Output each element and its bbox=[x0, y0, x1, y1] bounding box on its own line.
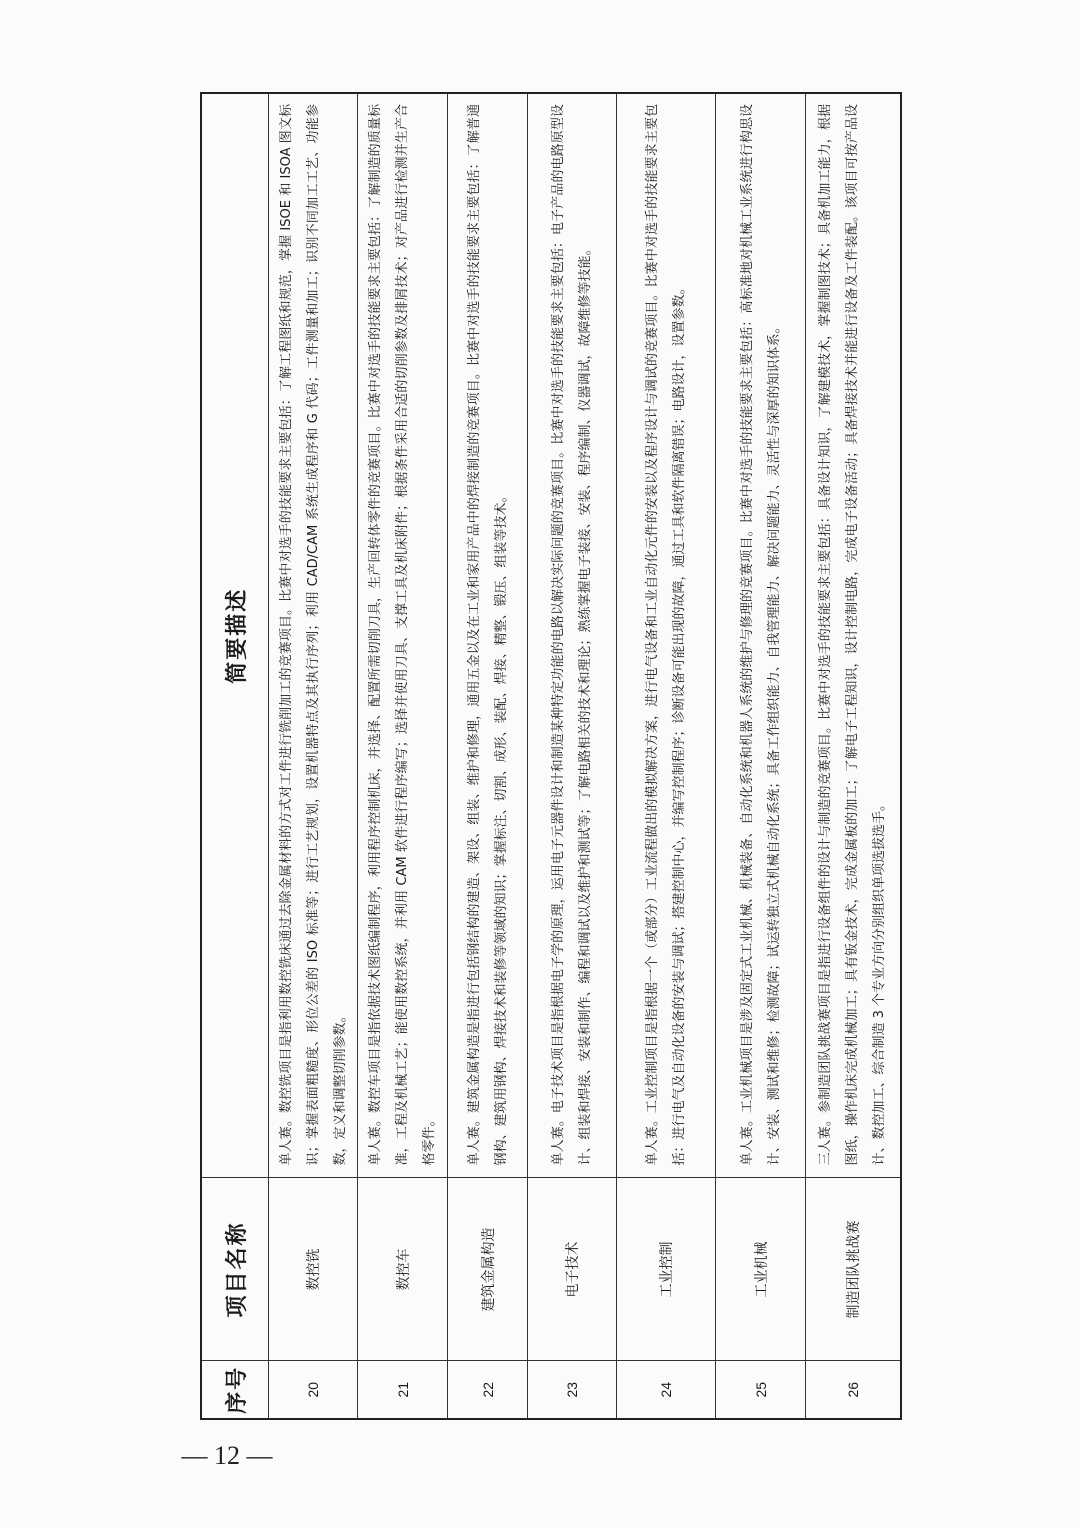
row-name: 数控车 bbox=[358, 1178, 448, 1361]
table-row bbox=[358, 93, 448, 1419]
rotated-table-frame bbox=[200, 94, 898, 1420]
row-name: 工业控制 bbox=[617, 1178, 716, 1361]
row-name: 工业机械 bbox=[716, 1178, 806, 1361]
row-name: 建筑金属构造 bbox=[448, 1178, 528, 1361]
table-row bbox=[617, 93, 716, 1419]
row-desc: 单人赛。工业机械项目是涉及固定式工业机械、机械装备、自动化系统和机器人系统的维护与修理的竞赛项目。比赛中对选手的技能要求主要包括：高标准地对机械工业系统进行构思设计、安装、测试和维修；检测故障；试运转独立式机械自动化系统；具备工作组织能力、自我管理能力、解决问题能力、灵活性与深厚的知识体系。 bbox=[716, 93, 806, 1178]
row-seq: 26 bbox=[806, 1361, 901, 1419]
row-seq: 25 bbox=[716, 1361, 806, 1419]
table-row bbox=[806, 93, 901, 1419]
page-number: — 12 — bbox=[181, 1441, 273, 1470]
row-seq: 24 bbox=[617, 1361, 716, 1419]
row-seq: 21 bbox=[358, 1361, 448, 1419]
header-desc: 简要描述 bbox=[201, 93, 269, 1178]
row-seq: 20 bbox=[269, 1361, 358, 1419]
row-desc: 单人赛。数控铣项目是指利用数控铣床通过去除金属材料的方式对工件进行铣削加工的竞赛项目。比赛中对选手的技能要求主要包括：了解工程图纸和规范，掌握 ISOE 和 ISOA 图文标识；掌握表面粗糙度、形位公差的 ISO 标准等；进行工艺规划，设置机器特点及其执行序列；利用 CAD/CAM 系统生成程序和 G 代码；工件测量和加工；识别不同加工工艺、功能参数，定义和调整切削参数。 bbox=[269, 93, 358, 1178]
table-row bbox=[448, 93, 528, 1419]
row-desc: 三人赛。参制造团队挑战赛项目是指进行设备组件的设计与制造的竞赛项目。比赛中对选手的技能要求主要包括：具备设计知识，了解建模技术，掌握制图技术；具备机加工能力，根据图纸，操作机床完成机械加工；具有钣金技术，完成金属板的加工；了解电子工程知识，设计控制电路，完成电子设备活动；具备焊接技术并能进行设备及工件装配。该项目可按产品设计、数控加工、综合制造 3 个专业方向分别组织单项选拔选手。 bbox=[806, 93, 901, 1178]
table-row bbox=[716, 93, 806, 1419]
table-row bbox=[269, 93, 358, 1419]
header-name: 项目名称 bbox=[201, 1178, 269, 1361]
table-row bbox=[528, 93, 617, 1419]
row-seq: 23 bbox=[528, 1361, 617, 1419]
row-name: 数控铣 bbox=[269, 1178, 358, 1361]
row-desc: 单人赛。电子技术项目是指根据电子学的原理，运用电子元器件设计和制造某种特定功能的电路以解决实际问题的竞赛项目。比赛中对选手的技能要求主要包括：电子产品的电路原型设计、组装和焊接、安装和制作、编程和调试以及维护和测试等；了解电路相关的技术和理论；熟练掌握电子装接、安装、程序编制、仪器调试，故障维修等技能。 bbox=[528, 93, 617, 1178]
row-name: 电子技术 bbox=[528, 1178, 617, 1361]
row-seq: 22 bbox=[448, 1361, 528, 1419]
table-header-row bbox=[201, 93, 269, 1419]
header-seq: 序号 bbox=[201, 1361, 269, 1419]
row-name: 制造团队挑战赛 bbox=[806, 1178, 901, 1361]
row-desc: 单人赛。建筑金属构造是指进行包括钢结构的建造、架设、组装、维护和修理，通用五金以及在工业和家用产品中的焊接制造的竞赛项目。比赛中对选手的技能要求主要包括：了解普通钢构、建筑用钢构、焊接技术和装修等领域的知识；掌握标注、切割、成形、装配、焊接、精整、锻压、组装等技术。 bbox=[448, 93, 528, 1178]
row-desc: 单人赛。数控车项目是指依据技术图纸编制程序，利用程序控制机床，并选择、配置所需切削刀具，生产回转体零件的竞赛项目。比赛中对选手的技能要求主要包括：了解制造的质量标准，工程及机械工艺；能使用数控系统，并利用 CAM 软件进行程序编写；选择并使用刀具、支撑工具及机床附件；根据条件采用合适的切削参数及排屑技术；对产品进行检测并生产合格零件。 bbox=[358, 93, 448, 1178]
row-desc: 单人赛。工业控制项目是指根据一个（或部分）工业流程做出的模拟解决方案，进行电气设备和工业自动化元件的安装以及程序设计与调试的竞赛项目。比赛中对选手的技能要求主要包括：进行电气及自动化设备的安装与调试；搭建控制中心，并编写控制程序；诊断设备可能出现的故障，通过工具和软件隔离错误；电路设计，设置参数。 bbox=[617, 93, 716, 1178]
competition-projects-table bbox=[200, 92, 902, 1420]
